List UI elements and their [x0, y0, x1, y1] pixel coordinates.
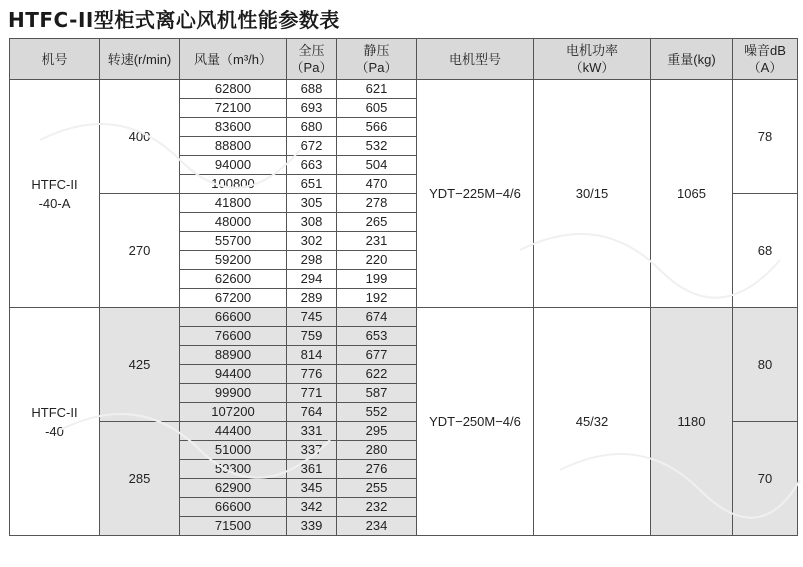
- airflow-cell: 59200: [180, 251, 287, 270]
- model-cell: [10, 80, 100, 308]
- static-pressure-cell: 566: [337, 118, 417, 137]
- total-pressure-cell: 298: [287, 251, 337, 270]
- header-model: 机号: [10, 39, 100, 80]
- total-pressure-cell: 663: [287, 156, 337, 175]
- static-pressure-cell: 653: [337, 327, 417, 346]
- header-row: [10, 39, 798, 80]
- airflow-cell: 94000: [180, 156, 287, 175]
- power-cell: 30/15: [534, 80, 651, 308]
- power-cell: 45/32: [534, 308, 651, 536]
- weight-cell: 1065: [651, 80, 733, 308]
- total-pressure-cell: 764: [287, 403, 337, 422]
- model-line: -40: [45, 423, 64, 439]
- model-line: HTFC-II: [31, 404, 78, 420]
- static-pressure-cell: 677: [337, 346, 417, 365]
- header-motor: 电机型号: [417, 39, 534, 80]
- speed-cell: 400: [100, 80, 180, 194]
- static-pressure-cell: 232: [337, 498, 417, 517]
- fan-spec-table: [9, 38, 798, 536]
- speed-cell: 285: [100, 422, 180, 536]
- airflow-cell: 48000: [180, 213, 287, 232]
- static-pressure-cell: 622: [337, 365, 417, 384]
- total-pressure-cell: 339: [287, 517, 337, 536]
- static-pressure-cell: 220: [337, 251, 417, 270]
- airflow-cell: 100800: [180, 175, 287, 194]
- motor-cell: YDT−225M−4/6: [417, 80, 534, 308]
- airflow-cell: 66600: [180, 308, 287, 327]
- airflow-cell: 107200: [180, 403, 287, 422]
- airflow-cell: 76600: [180, 327, 287, 346]
- total-pressure-cell: 294: [287, 270, 337, 289]
- static-pressure-cell: 674: [337, 308, 417, 327]
- speed-cell: 270: [100, 194, 180, 308]
- motor-cell: YDT−250M−4/6: [417, 308, 534, 536]
- total-pressure-cell: 680: [287, 118, 337, 137]
- airflow-cell: 66600: [180, 498, 287, 517]
- total-pressure-cell: 342: [287, 498, 337, 517]
- airflow-cell: 71500: [180, 517, 287, 536]
- airflow-cell: 99900: [180, 384, 287, 403]
- model-line: -40-A: [38, 195, 71, 211]
- airflow-cell: 62900: [180, 479, 287, 498]
- model-cell: [10, 308, 100, 536]
- airflow-cell: 55700: [180, 232, 287, 251]
- total-pressure-cell: 688: [287, 80, 337, 99]
- airflow-cell: 44400: [180, 422, 287, 441]
- static-pressure-cell: 532: [337, 137, 417, 156]
- airflow-cell: 67200: [180, 289, 287, 308]
- static-pressure-cell: 605: [337, 99, 417, 118]
- static-pressure-cell: 621: [337, 80, 417, 99]
- total-pressure-cell: 289: [287, 289, 337, 308]
- table-body: [10, 80, 798, 536]
- static-pressure-cell: 295: [337, 422, 417, 441]
- total-pressure-cell: 337: [287, 441, 337, 460]
- noise-cell: 78: [733, 80, 798, 194]
- airflow-cell: 72100: [180, 99, 287, 118]
- header-power: 电机功率 （kW）: [534, 39, 651, 80]
- static-pressure-cell: 552: [337, 403, 417, 422]
- table-row: [10, 308, 798, 327]
- airflow-cell: 51000: [180, 441, 287, 460]
- total-pressure-cell: 672: [287, 137, 337, 156]
- static-pressure-cell: 255: [337, 479, 417, 498]
- total-pressure-cell: 771: [287, 384, 337, 403]
- total-pressure-cell: 745: [287, 308, 337, 327]
- static-pressure-cell: 504: [337, 156, 417, 175]
- header-static-pressure: 静压 （Pa）: [337, 39, 417, 80]
- static-pressure-cell: 265: [337, 213, 417, 232]
- total-pressure-cell: 693: [287, 99, 337, 118]
- airflow-cell: 88900: [180, 346, 287, 365]
- noise-cell: 70: [733, 422, 798, 536]
- static-pressure-cell: 234: [337, 517, 417, 536]
- total-pressure-cell: 331: [287, 422, 337, 441]
- total-pressure-cell: 308: [287, 213, 337, 232]
- airflow-cell: 41800: [180, 194, 287, 213]
- noise-cell: 68: [733, 194, 798, 308]
- table-row: [10, 80, 798, 99]
- header-noise: 噪音dB （A）: [733, 39, 798, 80]
- static-pressure-cell: 276: [337, 460, 417, 479]
- static-pressure-cell: 192: [337, 289, 417, 308]
- airflow-cell: 94400: [180, 365, 287, 384]
- header-weight: 重量(kg): [651, 39, 733, 80]
- header-speed: 转速(r/min): [100, 39, 180, 80]
- total-pressure-cell: 361: [287, 460, 337, 479]
- static-pressure-cell: 231: [337, 232, 417, 251]
- airflow-cell: 88800: [180, 137, 287, 156]
- total-pressure-cell: 759: [287, 327, 337, 346]
- speed-cell: 425: [100, 308, 180, 422]
- noise-cell: 80: [733, 308, 798, 422]
- static-pressure-cell: 587: [337, 384, 417, 403]
- total-pressure-cell: 302: [287, 232, 337, 251]
- header-total-pressure: 全压 （Pa）: [287, 39, 337, 80]
- total-pressure-cell: 651: [287, 175, 337, 194]
- static-pressure-cell: 280: [337, 441, 417, 460]
- total-pressure-cell: 345: [287, 479, 337, 498]
- airflow-cell: 62600: [180, 270, 287, 289]
- page-title: HTFC-II型柜式离心风机性能参数表: [8, 8, 340, 32]
- total-pressure-cell: 776: [287, 365, 337, 384]
- static-pressure-cell: 199: [337, 270, 417, 289]
- model-line: HTFC-II: [31, 176, 78, 192]
- total-pressure-cell: 305: [287, 194, 337, 213]
- total-pressure-cell: 814: [287, 346, 337, 365]
- airflow-cell: 59300: [180, 460, 287, 479]
- static-pressure-cell: 470: [337, 175, 417, 194]
- weight-cell: 1180: [651, 308, 733, 536]
- header-airflow: 风量（m³/h）: [180, 39, 287, 80]
- airflow-cell: 62800: [180, 80, 287, 99]
- airflow-cell: 83600: [180, 118, 287, 137]
- static-pressure-cell: 278: [337, 194, 417, 213]
